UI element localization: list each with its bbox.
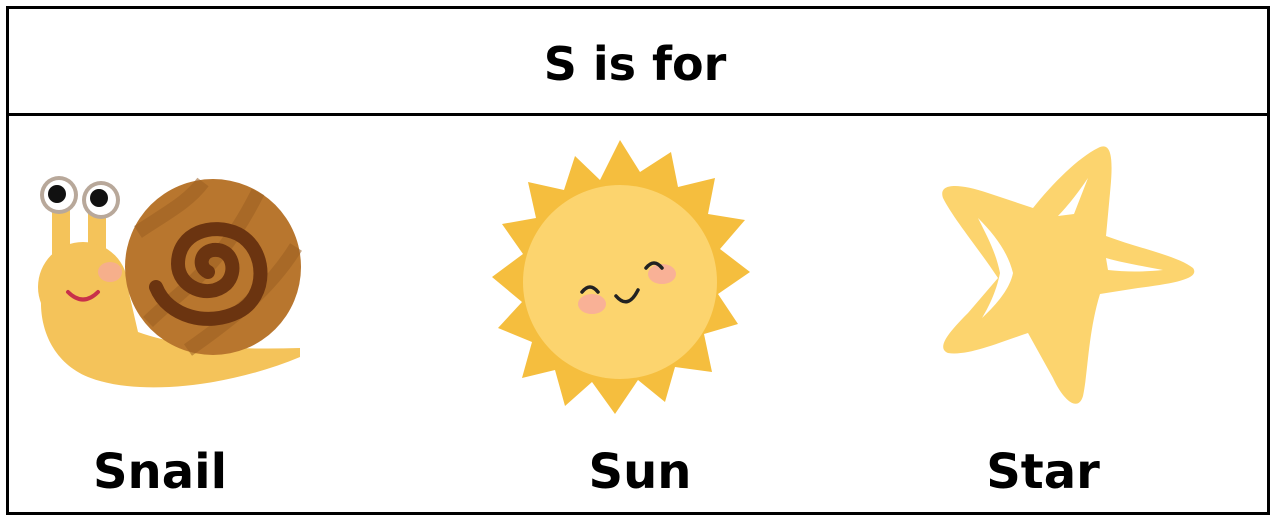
sun-icon bbox=[474, 136, 766, 428]
snail-icon bbox=[28, 172, 308, 392]
title-bar bbox=[9, 9, 1267, 116]
star-label: Star bbox=[986, 444, 1100, 500]
star-icon bbox=[938, 138, 1200, 408]
sun-label: Sun bbox=[588, 444, 692, 500]
page-title: S is for bbox=[543, 37, 727, 91]
snail-label: Snail bbox=[92, 444, 228, 500]
